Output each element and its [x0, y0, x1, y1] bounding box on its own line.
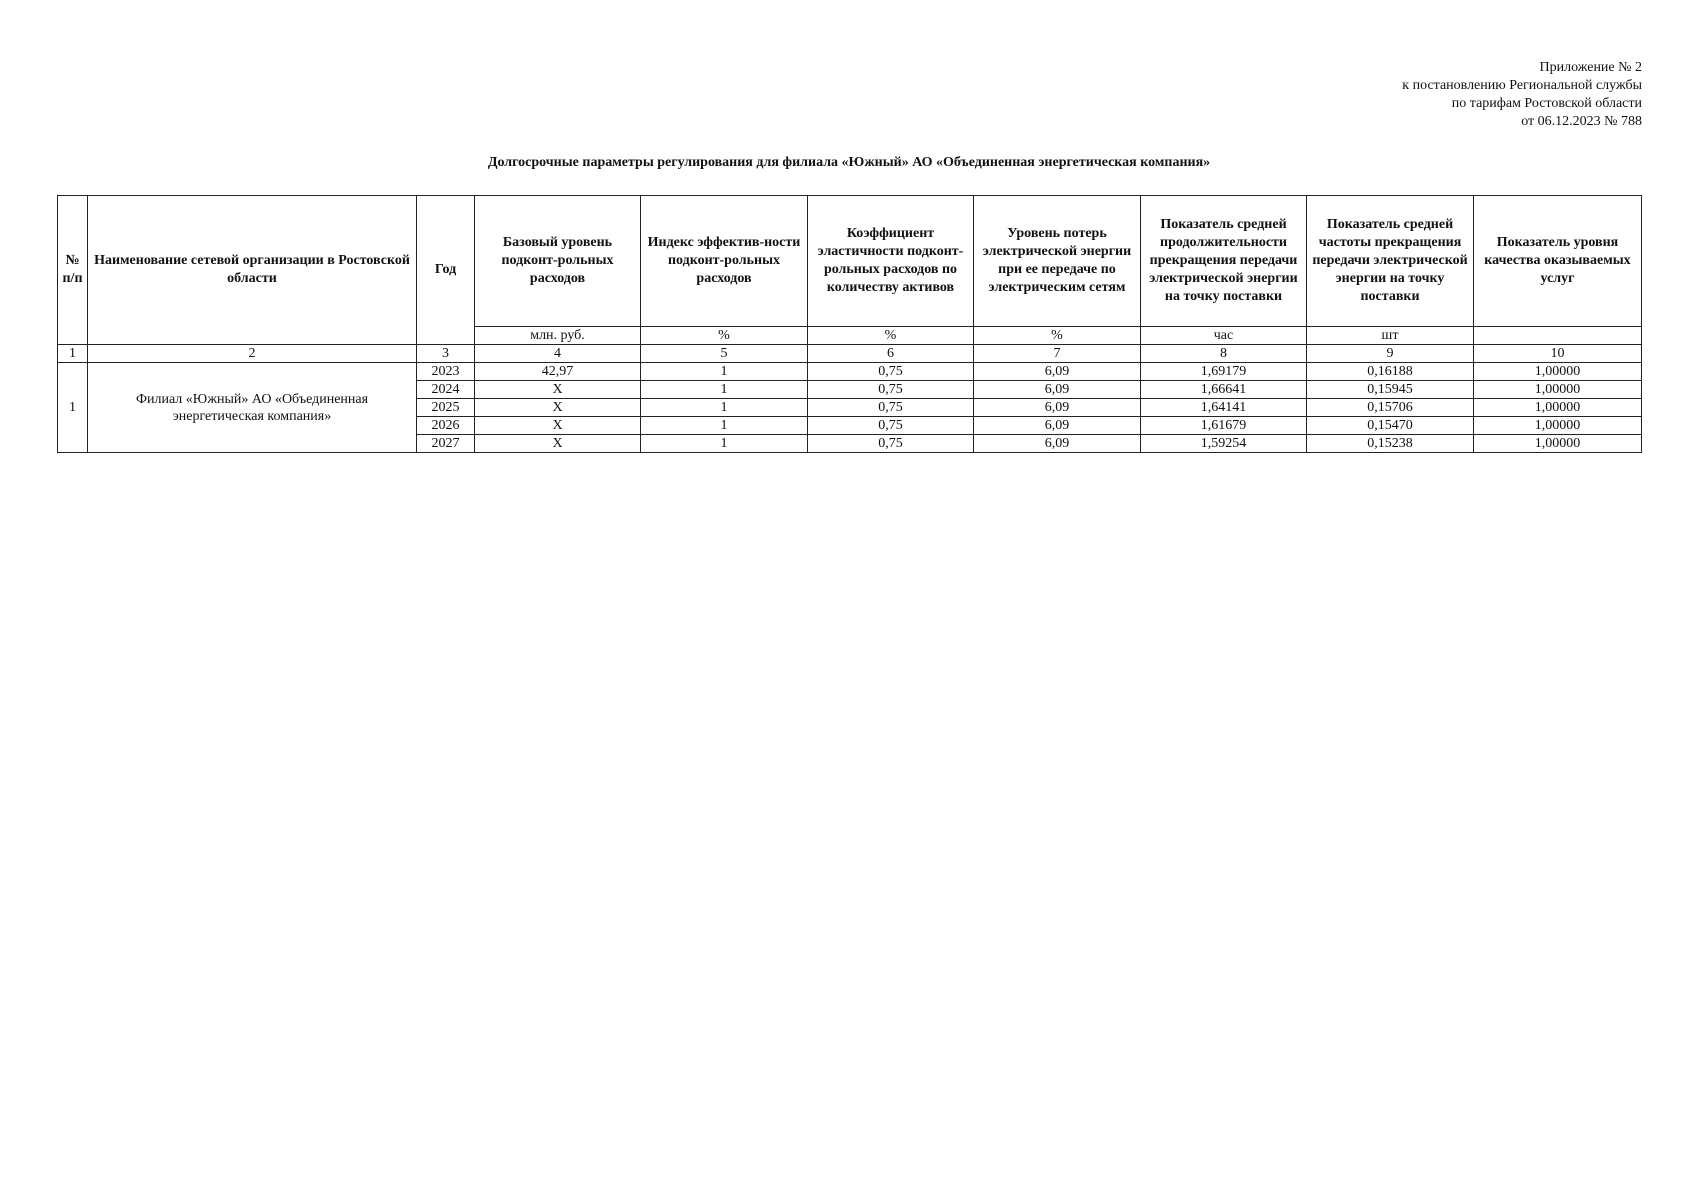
- cell-duration: 1,66641: [1141, 381, 1307, 399]
- column-number: 7: [974, 345, 1141, 363]
- header-losses: Уровень потерь электрической энергии при ее передаче по электрическим сетям: [974, 196, 1141, 327]
- cell-quality: 1,00000: [1474, 399, 1642, 417]
- cell-frequency: 0,15706: [1307, 399, 1474, 417]
- column-numbers-row: [58, 345, 1642, 363]
- cell-efficiency-index: 1: [641, 363, 808, 381]
- cell-frequency: 0,16188: [1307, 363, 1474, 381]
- cell-efficiency-index: 1: [641, 381, 808, 399]
- cell-losses: 6,09: [974, 381, 1141, 399]
- cell-elasticity: 0,75: [808, 435, 974, 453]
- appendix-line: к постановлению Региональной службы: [1402, 78, 1642, 93]
- cell-elasticity: 0,75: [808, 381, 974, 399]
- unit-quality: [1474, 327, 1642, 345]
- header-row: [58, 196, 1642, 327]
- cell-duration: 1,61679: [1141, 417, 1307, 435]
- header-year: Год: [417, 196, 475, 345]
- cell-base-cost: 42,97: [475, 363, 641, 381]
- header-base-cost: Базовый уровень подконт-рольных расходов: [475, 196, 641, 327]
- column-number: 2: [88, 345, 417, 363]
- cell-elasticity: 0,75: [808, 399, 974, 417]
- cell-quality: 1,00000: [1474, 363, 1642, 381]
- appendix-line: по тарифам Ростовской области: [1451, 96, 1642, 111]
- column-number: 9: [1307, 345, 1474, 363]
- cell-efficiency-index: 1: [641, 417, 808, 435]
- cell-frequency: 0,15238: [1307, 435, 1474, 453]
- cell-elasticity: 0,75: [808, 417, 974, 435]
- appendix-line: от 06.12.2023 № 788: [1521, 114, 1642, 129]
- entry-org-name: Филиал «Южный» АО «Объединенная энергетическая компания»: [88, 363, 417, 453]
- cell-year: 2026: [417, 417, 475, 435]
- cell-year: 2023: [417, 363, 475, 381]
- cell-losses: 6,09: [974, 363, 1141, 381]
- unit-efficiency-index: %: [641, 327, 808, 345]
- regulation-parameters-table: [57, 195, 1642, 453]
- cell-base-cost: X: [475, 435, 641, 453]
- cell-duration: 1,64141: [1141, 399, 1307, 417]
- cell-year: 2025: [417, 399, 475, 417]
- cell-duration: 1,59254: [1141, 435, 1307, 453]
- cell-losses: 6,09: [974, 435, 1141, 453]
- column-number: 8: [1141, 345, 1307, 363]
- header-quality: Показатель уровня качества оказываемых услуг: [1474, 196, 1642, 327]
- column-number: 10: [1474, 345, 1642, 363]
- cell-losses: 6,09: [974, 399, 1141, 417]
- header-efficiency-index: Индекс эффектив-ности подконт-рольных расходов: [641, 196, 808, 327]
- document-title: Долгосрочные параметры регулирования для филиала «Южный» АО «Объединенная энергетическая компания»: [487, 155, 1211, 170]
- appendix-line: Приложение № 2: [1539, 60, 1642, 75]
- unit-losses: %: [974, 327, 1141, 345]
- column-number: 3: [417, 345, 475, 363]
- table-row: [58, 363, 1642, 381]
- header-elasticity: Коэффициент эластичности подконт-рольных расходов по количеству активов: [808, 196, 974, 327]
- column-number: 1: [58, 345, 88, 363]
- cell-losses: 6,09: [974, 417, 1141, 435]
- cell-quality: 1,00000: [1474, 435, 1642, 453]
- column-number: 6: [808, 345, 974, 363]
- header-frequency: Показатель средней частоты прекращения передачи электрической энергии на точку поставки: [1307, 196, 1474, 327]
- header-num: № п/п: [58, 196, 88, 345]
- cell-efficiency-index: 1: [641, 399, 808, 417]
- column-number: 5: [641, 345, 808, 363]
- header-duration: Показатель средней продолжительности прекращения передачи электрической энергии на точку поставки: [1141, 196, 1307, 327]
- cell-quality: 1,00000: [1474, 417, 1642, 435]
- cell-base-cost: X: [475, 417, 641, 435]
- entry-num: 1: [58, 363, 88, 453]
- cell-frequency: 0,15945: [1307, 381, 1474, 399]
- unit-duration: час: [1141, 327, 1307, 345]
- header-org: Наименование сетевой организации в Ростовской области: [88, 196, 417, 345]
- column-number: 4: [475, 345, 641, 363]
- appendix-block: [1402, 59, 1642, 131]
- unit-base-cost: млн. руб.: [475, 327, 641, 345]
- cell-base-cost: X: [475, 381, 641, 399]
- unit-elasticity: %: [808, 327, 974, 345]
- cell-year: 2027: [417, 435, 475, 453]
- cell-duration: 1,69179: [1141, 363, 1307, 381]
- cell-elasticity: 0,75: [808, 363, 974, 381]
- cell-efficiency-index: 1: [641, 435, 808, 453]
- cell-year: 2024: [417, 381, 475, 399]
- unit-frequency: шт: [1307, 327, 1474, 345]
- cell-frequency: 0,15470: [1307, 417, 1474, 435]
- cell-base-cost: X: [475, 399, 641, 417]
- cell-quality: 1,00000: [1474, 381, 1642, 399]
